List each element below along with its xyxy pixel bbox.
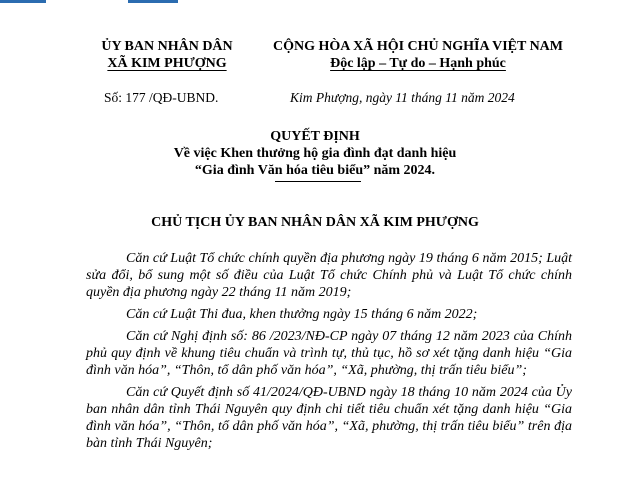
tab-indicator-right[interactable] — [128, 0, 178, 3]
document-number: Số: 177 /QĐ-UBND. — [104, 90, 219, 105]
tab-indicator-left[interactable] — [0, 0, 46, 3]
agency-line-1: ỦY BAN NHÂN DÂN — [101, 39, 233, 54]
title-line-3: “Gia đình Văn hóa tiêu biểu” năm 2024. — [194, 163, 436, 178]
title-line-1: QUYẾT ĐỊNH — [270, 129, 360, 144]
paragraph: Căn cứ Luật Tổ chức chính quyền địa phương ngày 19 tháng 6 năm 2015; Luật sửa đổi, bổ sung một số điều của Luật Tổ chức Chính phủ và Luật Tổ chức chính quyền địa phương ngày 22 tháng 11 năm 2019; — [86, 251, 572, 300]
document-body — [86, 250, 572, 457]
motto: Độc lập – Tự do – Hạnh phúc — [330, 56, 506, 71]
title-divider — [275, 181, 361, 182]
paragraph: Căn cứ Luật Thi đua, khen thưởng ngày 15 tháng 6 năm 2022; — [126, 307, 478, 322]
document-title — [100, 128, 530, 179]
title-line-2: Về việc Khen thưởng hộ gia đình đạt danh hiệu — [173, 146, 457, 161]
agency-header — [82, 38, 252, 72]
paragraph: Căn cứ Nghị định số: 86 /2023/NĐ-CP ngày 07 tháng 12 năm 2023 của Chính phủ quy định về khung tiêu chuẩn và trình tự, thủ tục, hồ sơ xét tặng danh hiệu “Gia đình văn hóa”, “Thôn, tổ dân phố văn hóa”, “Xã, phường, thị trấn tiêu biểu”; — [86, 329, 572, 378]
issuer-heading: CHỦ TỊCH ỦY BAN NHÂN DÂN XÃ KIM PHƯỢNG — [151, 215, 479, 230]
agency-line-2: XÃ KIM PHƯỢNG — [107, 56, 227, 71]
national-motto — [262, 38, 574, 72]
place-date: Kim Phượng, ngày 11 tháng 11 năm 2024 — [290, 90, 515, 105]
paragraph: Căn cứ Quyết định số 41/2024/QĐ-UBND ngày 18 tháng 10 năm 2024 của Ủy ban nhân dân tỉnh Thái Nguyên quy định chi tiết tiêu chuẩn xét tặng danh hiệu “Gia đình văn hóa”, “Thôn, tổ dân phố văn hóa”, “Xã, phường, thị trấn tiêu biểu” trên địa bàn tỉnh Thái Nguyên; — [86, 385, 572, 451]
top-bar — [0, 0, 636, 3]
country-name: CỘNG HÒA XÃ HỘI CHỦ NGHĨA VIỆT NAM — [272, 39, 563, 54]
